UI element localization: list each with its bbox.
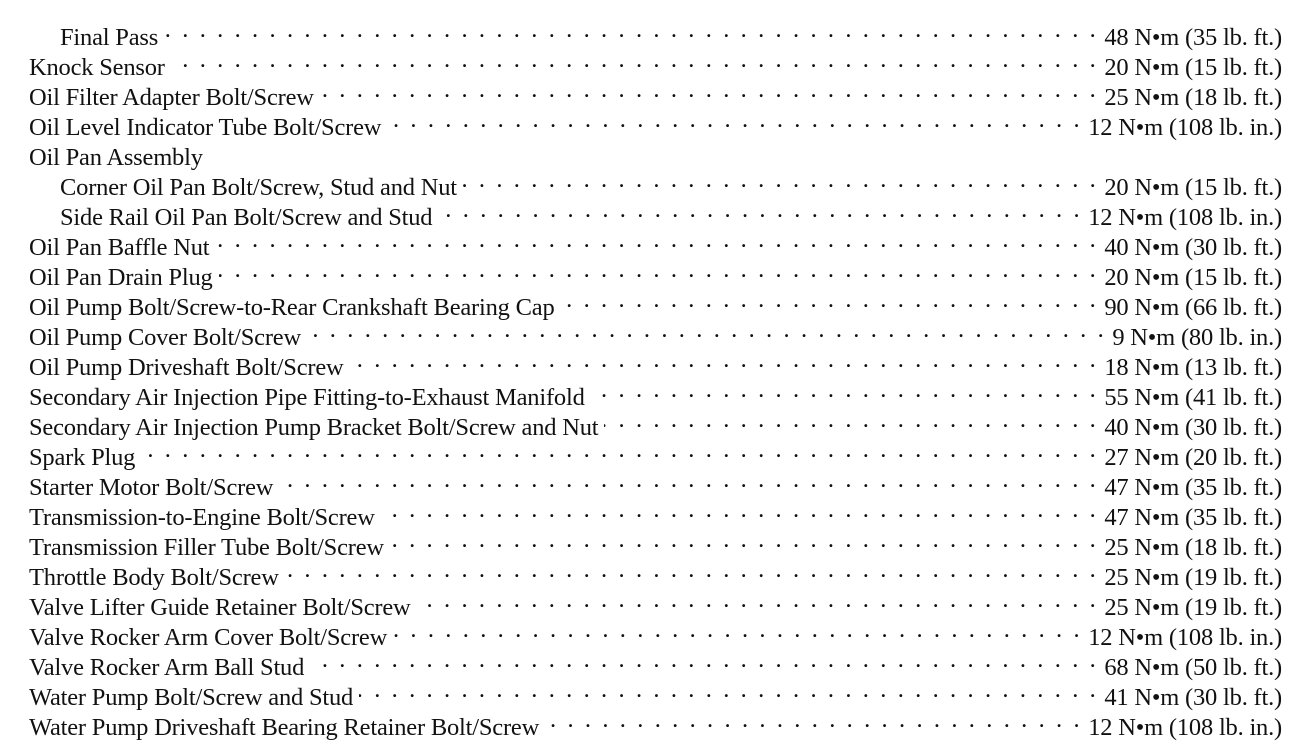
spec-value: 25 N•m (19 lb. ft.): [1104, 594, 1282, 621]
spec-name: Water Pump Bolt/Screw and Stud: [29, 684, 354, 711]
spec-value: 40 N•m (30 lb. ft.): [1104, 414, 1282, 441]
spec-name: Oil Pan Baffle Nut: [29, 234, 210, 261]
dot-leader: [387, 105, 1082, 135]
spec-name: Oil Filter Adapter Bolt/Screw: [29, 84, 314, 111]
spec-value: 27 N•m (20 lb. ft.): [1104, 444, 1282, 471]
spec-row: [29, 285, 1282, 321]
spec-value: 25 N•m (19 lb. ft.): [1104, 564, 1282, 591]
spec-name: Oil Pan Drain Plug: [29, 264, 213, 291]
dot-leader: [171, 45, 1099, 75]
spec-name: Valve Lifter Guide Retainer Bolt/Screw: [29, 594, 411, 621]
spec-value: 25 N•m (18 lb. ft.): [1104, 534, 1282, 561]
spec-name: Final Pass: [60, 24, 159, 51]
dot-leader: [141, 435, 1098, 465]
spec-value: 90 N•m (66 lb. ft.): [1104, 294, 1282, 321]
dot-leader: [561, 285, 1099, 315]
dot-leader: [307, 315, 1106, 345]
spec-value: 12 N•m (108 lb. in.): [1088, 204, 1282, 231]
spec-row: [29, 465, 1282, 501]
spec-value: 47 N•m (35 lb. ft.): [1104, 474, 1282, 501]
spec-value: 20 N•m (15 lb. ft.): [1104, 264, 1282, 291]
dot-leader: [219, 255, 1099, 285]
dot-leader: [417, 585, 1099, 615]
dot-leader: [310, 645, 1098, 675]
spec-name: Oil Pump Cover Bolt/Screw: [29, 324, 301, 351]
dot-leader: [393, 615, 1082, 645]
spec-value: 18 N•m (13 lb. ft.): [1104, 354, 1282, 381]
spec-row: [29, 225, 1282, 261]
torque-specification-list: [29, 15, 1282, 741]
dot-leader: [285, 555, 1099, 585]
dot-leader: [381, 495, 1099, 525]
dot-leader: [164, 15, 1098, 45]
spec-name: Oil Level Indicator Tube Bolt/Screw: [29, 114, 382, 141]
spec-value: 55 N•m (41 lb. ft.): [1104, 384, 1282, 411]
spec-value: 12 N•m (108 lb. in.): [1088, 114, 1282, 141]
spec-name: Side Rail Oil Pan Bolt/Screw and Stud: [60, 204, 433, 231]
spec-name: Throttle Body Bolt/Screw: [29, 564, 279, 591]
spec-value: 40 N•m (30 lb. ft.): [1104, 234, 1282, 261]
spec-name: Corner Oil Pan Bolt/Screw, Stud and Nut: [60, 174, 457, 201]
dot-leader: [359, 675, 1098, 705]
spec-row: [29, 45, 1282, 81]
spec-row: [29, 255, 1282, 291]
spec-value: 25 N•m (18 lb. ft.): [1104, 84, 1282, 111]
spec-value: 41 N•m (30 lb. ft.): [1104, 684, 1282, 711]
dot-leader: [463, 165, 1099, 195]
spec-value: 48 N•m (35 lb. ft.): [1104, 24, 1282, 51]
spec-value: 12 N•m (108 lb. in.): [1088, 624, 1282, 651]
spec-name: Transmission-to-Engine Bolt/Screw: [29, 504, 375, 531]
dot-leader: [438, 195, 1082, 225]
dot-leader: [320, 75, 1099, 105]
spec-value: 68 N•m (50 lb. ft.): [1104, 654, 1282, 681]
spec-value: 20 N•m (15 lb. ft.): [1104, 54, 1282, 81]
spec-name: Transmission Filler Tube Bolt/Screw: [29, 534, 384, 561]
spec-name: Knock Sensor: [29, 54, 165, 81]
dot-leader: [390, 525, 1098, 555]
dot-leader: [215, 225, 1098, 255]
spec-name: Valve Rocker Arm Cover Bolt/Screw: [29, 624, 388, 651]
dot-leader: [604, 405, 1098, 435]
dot-leader: [279, 465, 1098, 495]
spec-name: Water Pump Driveshaft Bearing Retainer Bolt/Screw: [29, 714, 540, 741]
dot-leader: [591, 375, 1099, 405]
spec-value: 12 N•m (108 lb. in.): [1088, 714, 1282, 741]
spec-name: Secondary Air Injection Pump Bracket Bolt/Screw and Nut: [29, 414, 599, 441]
dot-leader: [545, 705, 1082, 735]
spec-row: [29, 75, 1282, 111]
spec-value: 47 N•m (35 lb. ft.): [1104, 504, 1282, 531]
spec-name: Spark Plug: [29, 444, 136, 471]
spec-row: [29, 15, 1282, 51]
spec-row: [29, 435, 1282, 471]
spec-name: Oil Pan Assembly: [29, 144, 203, 171]
spec-name: Starter Motor Bolt/Screw: [29, 474, 274, 501]
spec-name: Valve Rocker Arm Ball Stud: [29, 654, 305, 681]
dot-leader: [350, 345, 1099, 375]
spec-value: 9 N•m (80 lb. in.): [1112, 324, 1282, 351]
spec-row: [29, 165, 1282, 201]
spec-value: 20 N•m (15 lb. ft.): [1104, 174, 1282, 201]
spec-name: Oil Pump Driveshaft Bolt/Screw: [29, 354, 344, 381]
spec-name: Secondary Air Injection Pipe Fitting-to-Exhaust Manifold: [29, 384, 585, 411]
spec-name: Oil Pump Bolt/Screw-to-Rear Crankshaft Bearing Cap: [29, 294, 555, 321]
